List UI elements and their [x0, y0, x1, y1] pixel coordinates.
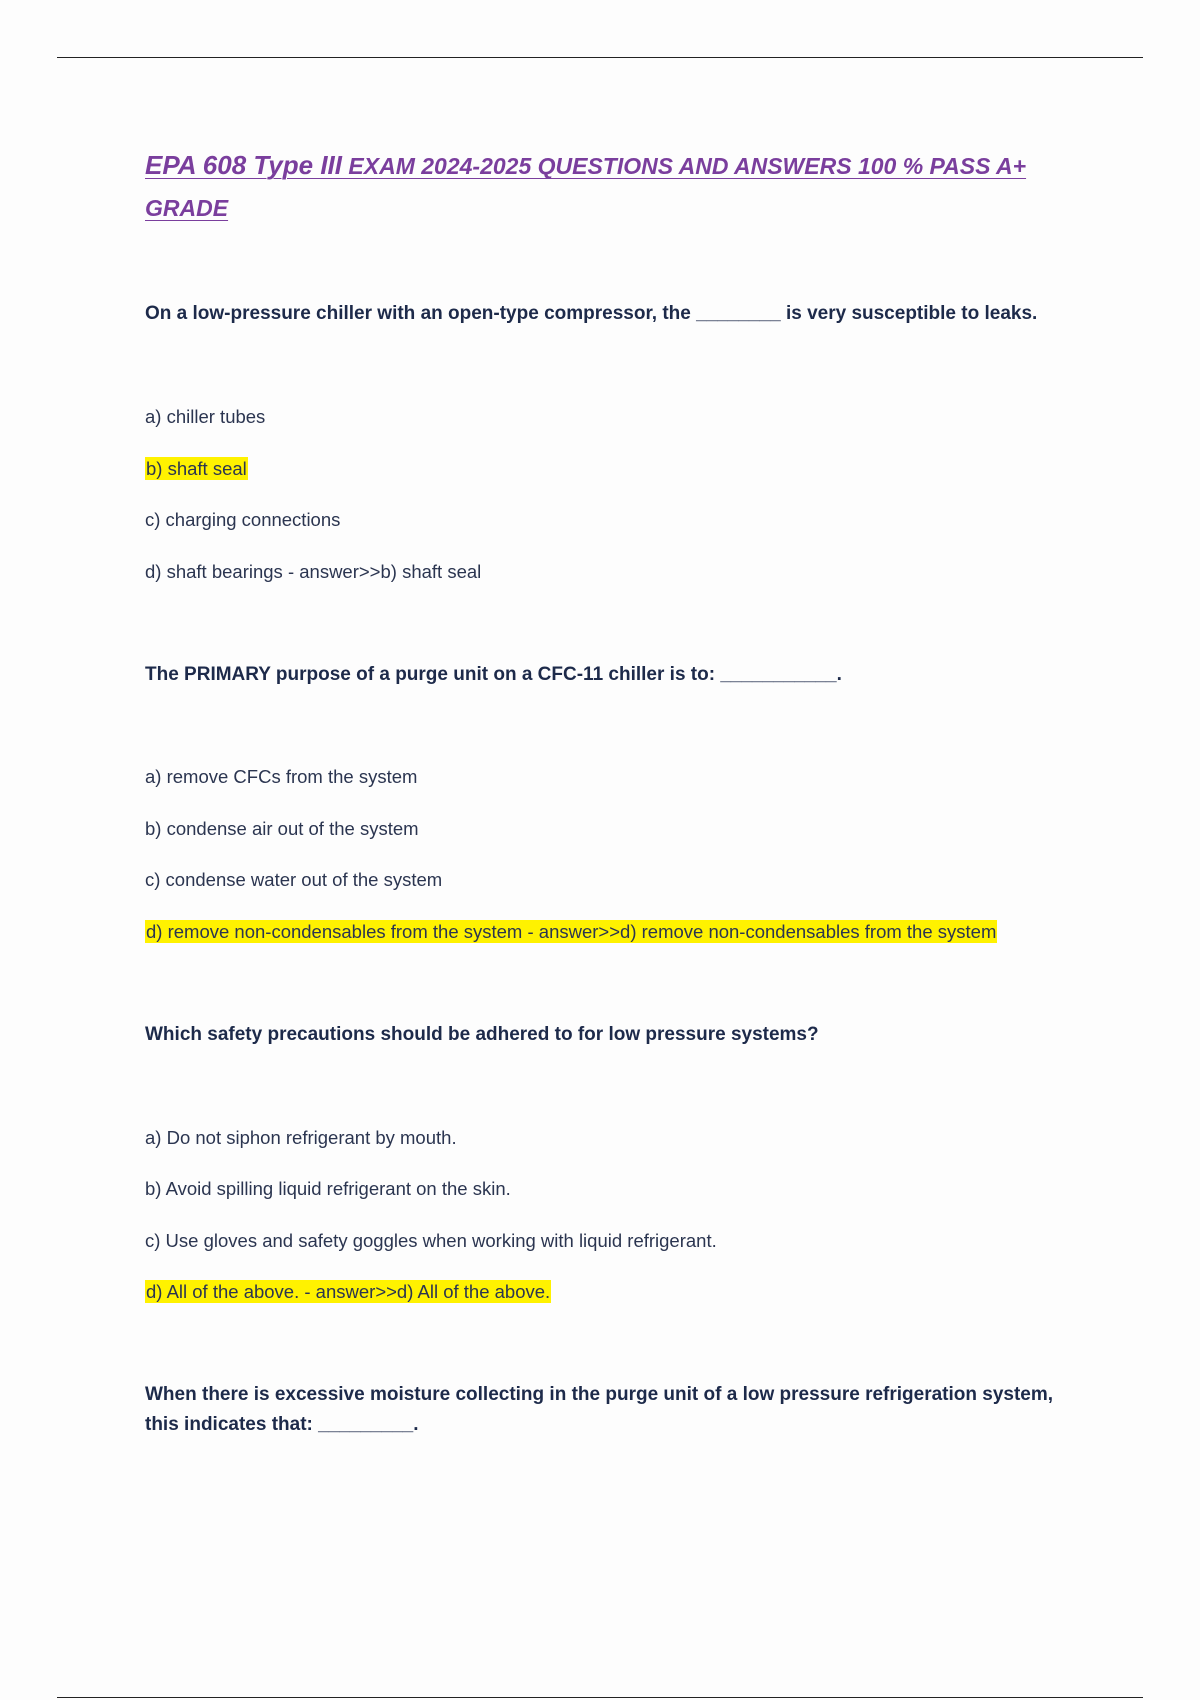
top-rule	[57, 57, 1143, 58]
q1-option-b-highlight: b) shaft seal	[146, 458, 247, 479]
q3-option-d-highlight: d) All of the above. - answer>>d) All of the above.	[146, 1281, 551, 1302]
q3-option-a: a) Do not siphon refrigerant by mouth.	[145, 1127, 457, 1148]
bottom-rule	[57, 1697, 1143, 1698]
q3-option-b: b) Avoid spilling liquid refrigerant on the skin.	[145, 1178, 511, 1199]
question-4: When there is excessive moisture collecting in the purge unit of a low pressure refrigeration system, this indicates that: _________.	[145, 1384, 1054, 1435]
q2-option-a: a) remove CFCs from the system	[145, 766, 418, 787]
title-part1: EPA 608 Type III	[145, 150, 343, 180]
q1-option-c: c) charging connections	[145, 509, 341, 530]
q3-option-c: c) Use gloves and safety goggles when working with liquid refrigerant.	[145, 1230, 717, 1251]
q2-option-b: b) condense air out of the system	[145, 818, 419, 839]
q2-option-d-highlight: d) remove non-condensables from the system - answer>>d) remove non-condensables from the system	[146, 921, 997, 942]
title-part2: EXAM 2024-2025 QUESTIONS AND ANSWERS 100 % PASS A+ GRADE	[145, 153, 1027, 221]
question-3: Which safety precautions should be adhered to for low pressure systems?	[145, 1024, 819, 1045]
q2-option-c: c) condense water out of the system	[145, 869, 443, 890]
q1-option-b	[145, 456, 248, 482]
q1-option-d: d) shaft bearings - answer>>b) shaft seal	[145, 561, 482, 582]
q1-option-a: a) chiller tubes	[145, 406, 266, 427]
q2-option-d	[145, 919, 997, 945]
question-2: The PRIMARY purpose of a purge unit on a CFC-11 chiller is to: ___________.	[145, 664, 842, 685]
question-1: On a low-pressure chiller with an open-type compressor, the ________ is very susceptible to leaks.	[145, 303, 1038, 324]
q3-option-d	[145, 1279, 551, 1305]
document-title	[145, 145, 1085, 229]
